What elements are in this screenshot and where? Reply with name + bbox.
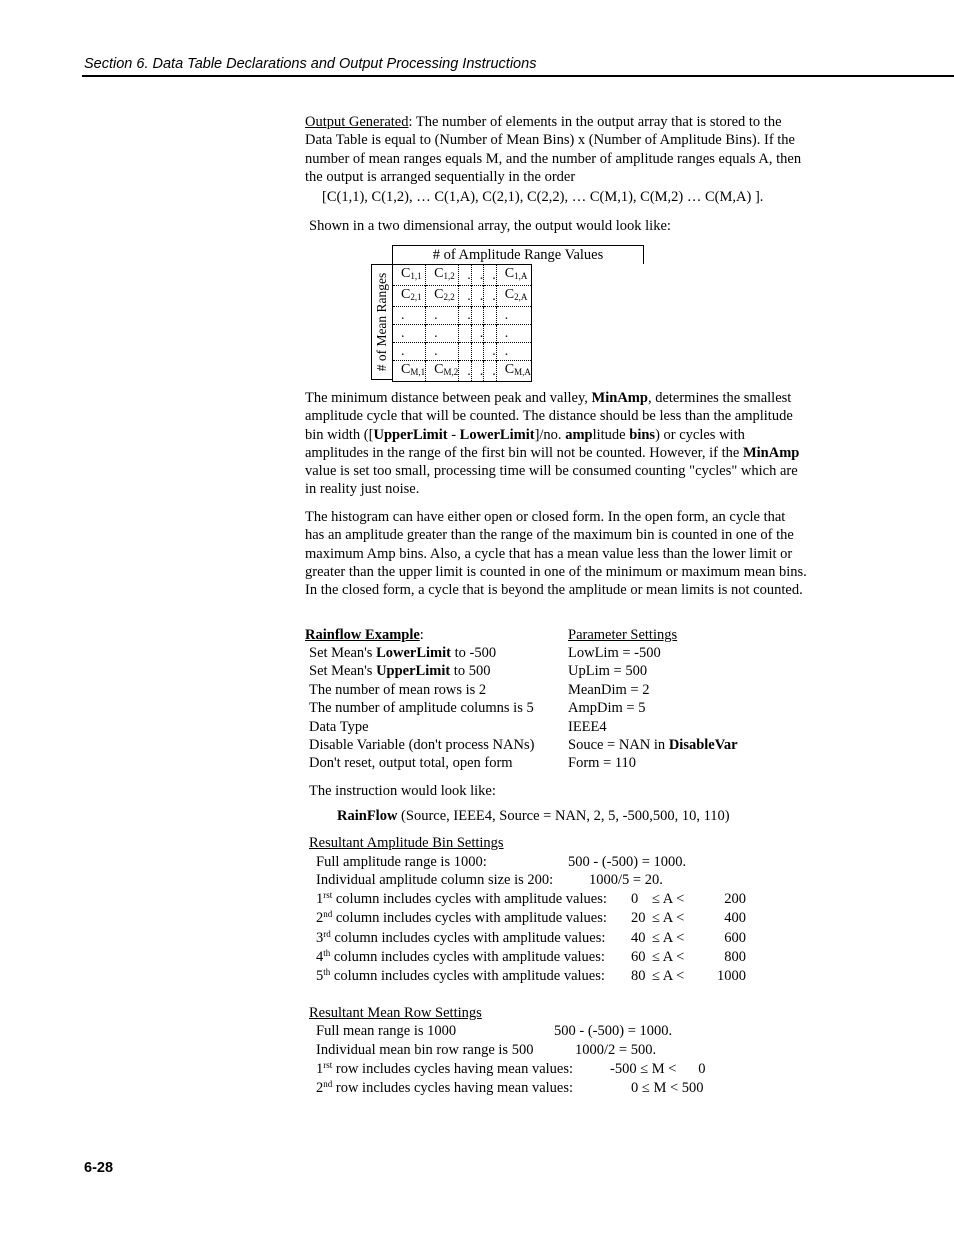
matrix-cell-symbol: . <box>479 326 484 341</box>
parameter-value <box>568 755 636 772</box>
amp-column-text: column includes cycles with amplitude values: <box>333 968 605 985</box>
matrix-cell-index: 2,1 <box>410 292 422 302</box>
amp-column-ordinal: th <box>323 947 331 958</box>
parameter-settings-title-text: Parameter Settings <box>568 627 678 643</box>
amp-column-lo: 80 <box>631 968 646 985</box>
amp-full-range-label: Full amplitude range is 1000: <box>316 854 487 870</box>
bins-term: bins <box>629 426 656 443</box>
matrix-cell-symbol: . <box>467 363 471 379</box>
matrix-cell-symbol: . <box>467 267 471 283</box>
matrix-cell-symbol: . <box>492 267 496 283</box>
mean-row-range-calc: 1000/2 = 500. <box>575 1042 657 1058</box>
amp-column-row <box>316 949 605 966</box>
example-left-post: to -500 <box>450 645 497 661</box>
output-generated-text: : The number of elements in the output array that is stored to the Data Table is equal to (Number of Mean Bins) x (Number of Amplitude Bins). If the number of mean ranges equals M, and the number of amplitude ranges equals A, then the output is arranged sequentially in the order <box>305 114 802 185</box>
amp-column-number: 1 <box>316 891 324 907</box>
example-setting <box>309 682 486 699</box>
matrix-cell <box>471 361 484 382</box>
page-number: 6-28 <box>84 1160 114 1176</box>
parameter-value <box>568 700 645 717</box>
example-left-pre: Disable Variable (don't process NANs) <box>309 737 535 753</box>
minamp-text-6: ) or cycles with amplitudes in the range of the first bin will not be counted. However, if the <box>305 426 745 461</box>
matrix-cell-symbol: . <box>401 344 405 359</box>
matrix-cell-symbol: C <box>434 362 444 377</box>
amp-column-upper-bound <box>724 949 746 966</box>
matrix-grid <box>392 264 532 382</box>
matrix-cell <box>459 286 472 307</box>
rainflow-example-title-text: Rainflow Example <box>305 627 420 643</box>
section-header: Section 6. Data Table Declarations and Output Processing Instructions <box>84 56 537 72</box>
example-setting <box>309 719 369 736</box>
matrix-cell-symbol: . <box>492 363 496 379</box>
matrix-cell-symbol: C <box>401 266 411 281</box>
output-sequence: [C(1,1), C(1,2), … C(1,A), C(2,1), C(2,2), … C(M,1), C(M,2) … C(M,A) ]. <box>322 189 764 205</box>
output-generated-paragraph <box>305 113 810 186</box>
amp-column-number: 5 <box>316 968 324 985</box>
matrix-cell <box>496 361 531 382</box>
matrix-row <box>393 265 532 286</box>
example-right-pre: MeanDim = 2 <box>568 681 650 698</box>
rainflow-example-colon: : <box>419 627 424 643</box>
amp-column-hi: 800 <box>724 948 746 965</box>
amp-column-text: column includes cycles with amplitude values: <box>335 891 607 907</box>
matrix-cell <box>459 361 472 382</box>
amp-column-ordinal: rd <box>323 928 331 939</box>
amp-column-lower-bound <box>631 968 646 985</box>
example-right-bold: DisableVar <box>668 737 738 753</box>
amp-column-upper-bound <box>717 968 746 985</box>
matrix-cell <box>459 325 472 343</box>
matrix-cell-symbol: . <box>467 288 471 304</box>
matrix-cell-symbol: C <box>504 362 515 377</box>
parameter-settings-title <box>568 627 677 644</box>
matrix-cell <box>459 265 472 286</box>
example-left-pre: The number of amplitude columns is 5 <box>309 700 534 717</box>
amp-column-ordinal: nd <box>323 909 333 920</box>
matrix-cell-symbol: . <box>492 288 496 304</box>
matrix-cell-index: 2,A <box>514 292 528 302</box>
matrix-cell-index: 1,1 <box>410 271 422 281</box>
mean-row-range-label: Individual mean bin row range is 500 <box>316 1042 534 1058</box>
lowerlimit-term: LowerLimit <box>459 426 535 443</box>
matrix-cell <box>426 286 459 307</box>
matrix-cell <box>496 286 531 307</box>
matrix-cell-index: 2,2 <box>443 292 455 302</box>
mean-rows-title-text: Resultant Mean Row Settings <box>309 1005 482 1021</box>
matrix-cell-symbol: . <box>401 326 405 341</box>
mean-row-text: row includes cycles having mean values: <box>335 1061 574 1077</box>
mean-row-item <box>316 1061 573 1078</box>
example-right-pre: Souce = NAN in <box>568 737 669 753</box>
matrix-cell <box>471 307 484 325</box>
amp-column-lower-bound <box>631 949 646 966</box>
matrix-cell <box>426 265 459 286</box>
minamp-term: MinAmp <box>591 390 648 406</box>
matrix-cell-symbol: . <box>467 308 471 323</box>
matrix-cell <box>393 307 426 325</box>
matrix-cell <box>393 286 426 307</box>
matrix-row <box>393 286 532 307</box>
example-setting <box>309 663 490 680</box>
example-setting <box>309 645 496 662</box>
matrix-cell-symbol: C <box>434 287 444 302</box>
matrix-cell-symbol: C <box>401 362 411 377</box>
matrix-cell <box>393 325 426 343</box>
amp-column-lower-bound <box>631 910 646 927</box>
amp-column-number: 2 <box>316 910 324 927</box>
matrix-cell-symbol: C <box>504 287 515 302</box>
matrix-row <box>393 325 532 343</box>
amp-column-lo: 0 <box>631 891 639 907</box>
example-right-pre: Form = 110 <box>568 755 637 772</box>
parameter-value <box>568 645 661 662</box>
parameter-value <box>568 663 647 680</box>
mean-rows-title <box>309 1005 482 1022</box>
minamp-text-7: value is set too small, processing time will be consumed counting "cycles" which are in reality just noise. <box>305 463 798 498</box>
amp-column-ordinal: th <box>323 967 331 978</box>
matrix-cell <box>426 325 459 343</box>
amp-bins-title <box>309 835 504 852</box>
matrix-cell <box>484 307 497 325</box>
matrix-cell-symbol: . <box>504 326 509 341</box>
output-generated-label: Output Generated <box>305 114 409 130</box>
matrix-cell-index: M,2 <box>443 367 459 377</box>
matrix-cell-symbol: . <box>479 267 484 283</box>
matrix-cell-index: M,A <box>514 367 531 377</box>
matrix-cell-index: 1,A <box>514 271 528 281</box>
matrix-column-header: # of Amplitude Range Values <box>392 245 644 264</box>
upperlimit-term: UpperLimit <box>373 426 448 443</box>
instruction-intro: The instruction would look like: <box>309 783 496 799</box>
matrix-cell <box>471 343 484 361</box>
parameter-value <box>568 682 649 699</box>
matrix-cell <box>426 361 459 382</box>
matrix-cell-symbol: . <box>434 344 438 359</box>
parameter-value <box>568 737 738 754</box>
header-rule <box>82 75 954 77</box>
minamp-text-5: litude <box>592 426 630 443</box>
amp-column-number: 3 <box>316 929 324 946</box>
example-left-pre: Data Type <box>309 718 369 735</box>
matrix-row <box>393 343 532 361</box>
matrix-cell-symbol: . <box>479 288 484 304</box>
instruction-name: RainFlow <box>337 808 398 824</box>
amp-column-lower-bound <box>631 891 638 908</box>
amp-column-hi: 200 <box>724 891 746 907</box>
amp-column-lo: 40 <box>631 929 646 946</box>
instruction-args: (Source, IEEE4, Source = NAN, 2, 5, -500,500, 10, 110) <box>397 808 730 824</box>
matrix-cell-symbol: . <box>492 344 496 359</box>
matrix-cell-symbol: . <box>504 308 509 323</box>
rainflow-instruction <box>337 808 730 825</box>
minamp-paragraph <box>305 389 805 499</box>
mean-row-text: row includes cycles having mean values: <box>335 1080 574 1097</box>
amp-bins-title-text: Resultant Amplitude Bin Settings <box>309 835 504 851</box>
matrix-cell <box>471 265 484 286</box>
example-left-pre: The number of mean rows is 2 <box>309 681 487 698</box>
mean-row-ordinal: rst <box>323 1060 333 1070</box>
mean-row-item <box>316 1080 573 1097</box>
mean-row-ordinal: nd <box>323 1079 333 1090</box>
matrix-cell <box>496 265 531 286</box>
amp-column-number: 4 <box>316 948 324 965</box>
matrix-cell <box>484 286 497 307</box>
example-right-pre: AmpDim = 5 <box>568 700 646 717</box>
matrix-cell <box>393 361 426 382</box>
matrix-cell <box>484 325 497 343</box>
matrix-cell-symbol: . <box>434 308 438 323</box>
matrix-cell <box>459 343 472 361</box>
amp-column-row <box>316 968 605 985</box>
example-left-pre: Set Mean's <box>309 645 377 661</box>
parameter-value <box>568 719 607 736</box>
matrix-cell <box>471 286 484 307</box>
amp-column-lo: 20 <box>631 910 646 927</box>
matrix-cell <box>496 325 531 343</box>
amp-column-hi: 1000 <box>717 968 746 985</box>
minamp-text-2: , determines the smallest amplitude cycle that will be counted. The distance should be less than the amplitude bin width ([ <box>305 390 793 443</box>
matrix-cell <box>459 307 472 325</box>
rainflow-example-title <box>305 627 424 644</box>
histogram-paragraph: The histogram can have either open or closed form. In the open form, an cycle that has an amplitude greater than the range of the maximum bin is counted in one of the maximum Amp bins. Also, a cycle that has a mean value less than the lower limit or greater than the upper limit is counted in one of the minimum or maximum mean bins. In the closed form, a cycle that is beyond the amplitude or mean limits is not counted. <box>305 509 807 599</box>
matrix-cell-index: M,1 <box>410 367 426 377</box>
matrix-cell <box>484 265 497 286</box>
matrix-cell-symbol: C <box>434 266 444 281</box>
amp-column-relation: ≤ A < <box>652 910 685 927</box>
matrix-cell <box>471 325 484 343</box>
amp-term: amp <box>565 426 593 443</box>
matrix-cell-symbol: C <box>504 266 515 281</box>
matrix-cell-symbol: . <box>434 326 438 341</box>
example-setting <box>309 737 534 754</box>
matrix-cell <box>393 343 426 361</box>
matrix-cell <box>496 343 531 361</box>
example-setting <box>309 755 513 772</box>
amp-column-relation: ≤ A < <box>652 948 685 965</box>
mean-full-range-label: Full mean range is 1000 <box>316 1023 457 1039</box>
matrix-cell <box>484 343 497 361</box>
amp-column-hi: 400 <box>724 910 746 927</box>
mean-row-range: -500 ≤ M < 0 <box>610 1061 706 1077</box>
amp-column-relation: ≤ A < <box>652 968 685 985</box>
matrix-cell <box>496 307 531 325</box>
example-left-bold: LowerLimit <box>376 645 451 661</box>
amp-column-row <box>316 930 605 947</box>
matrix-cell-symbol: . <box>504 344 509 359</box>
matrix-cell-index: 1,2 <box>443 271 455 281</box>
amp-column-upper-bound <box>724 930 746 947</box>
amp-column-text: column includes cycles with amplitude values: <box>335 910 607 927</box>
amp-column-text: column includes cycles with amplitude values: <box>333 948 605 965</box>
example-setting <box>309 700 534 717</box>
amp-column-upper-bound <box>724 910 746 927</box>
amp-column-text: column includes cycles with amplitude values: <box>334 929 606 946</box>
mean-row-number: 1 <box>316 1061 324 1077</box>
example-right-pre: LowLim = -500 <box>568 645 661 661</box>
minamp-term-2: MinAmp <box>742 444 800 461</box>
mean-full-range-calc: 500 - (-500) = 1000. <box>554 1023 673 1039</box>
matrix-cell-symbol: . <box>479 363 484 379</box>
example-right-pre: UpLim = 500 <box>568 663 648 680</box>
amp-column-row <box>316 891 607 908</box>
amp-column-row <box>316 910 607 927</box>
matrix-cell <box>426 307 459 325</box>
amp-col-size-calc: 1000/5 = 20. <box>589 872 663 888</box>
amp-col-size-label: Individual amplitude column size is 200: <box>316 872 554 888</box>
amp-column-hi: 600 <box>724 929 746 946</box>
two-dim-intro: Shown in a two dimensional array, the output would look like: <box>309 218 671 234</box>
amp-column-upper-bound <box>724 891 746 908</box>
amp-column-lo: 60 <box>631 948 646 965</box>
matrix-row <box>393 361 532 382</box>
matrix-row-header: # of Mean Ranges <box>374 272 389 372</box>
matrix-cell <box>393 265 426 286</box>
example-left-bold: UpperLimit <box>376 663 451 680</box>
mean-row-number: 2 <box>316 1080 324 1097</box>
amp-column-relation: ≤ A < <box>652 891 685 907</box>
example-right-pre: IEEE4 <box>568 718 607 735</box>
minamp-text-3: - <box>447 426 460 443</box>
matrix-cell-symbol: C <box>401 287 411 302</box>
amp-column-lower-bound <box>631 930 646 947</box>
example-left-pre: Set Mean's <box>309 663 377 680</box>
amp-full-range-calc: 500 - (-500) = 1000. <box>568 854 687 870</box>
amp-column-ordinal: rst <box>323 890 333 900</box>
minamp-text-4: ]/no. <box>534 426 566 443</box>
example-left-post: to 500 <box>450 663 491 680</box>
matrix-cell <box>426 343 459 361</box>
minamp-text-1: The minimum distance between peak and valley, <box>305 390 592 406</box>
matrix-row <box>393 307 532 325</box>
example-left-pre: Don't reset, output total, open form <box>309 755 513 772</box>
matrix-row-header-cell <box>371 264 392 380</box>
matrix-cell <box>484 361 497 382</box>
mean-row-range: 0 ≤ M < 500 <box>631 1080 704 1097</box>
amp-column-relation: ≤ A < <box>652 929 685 946</box>
matrix-cell-symbol: . <box>401 308 405 323</box>
